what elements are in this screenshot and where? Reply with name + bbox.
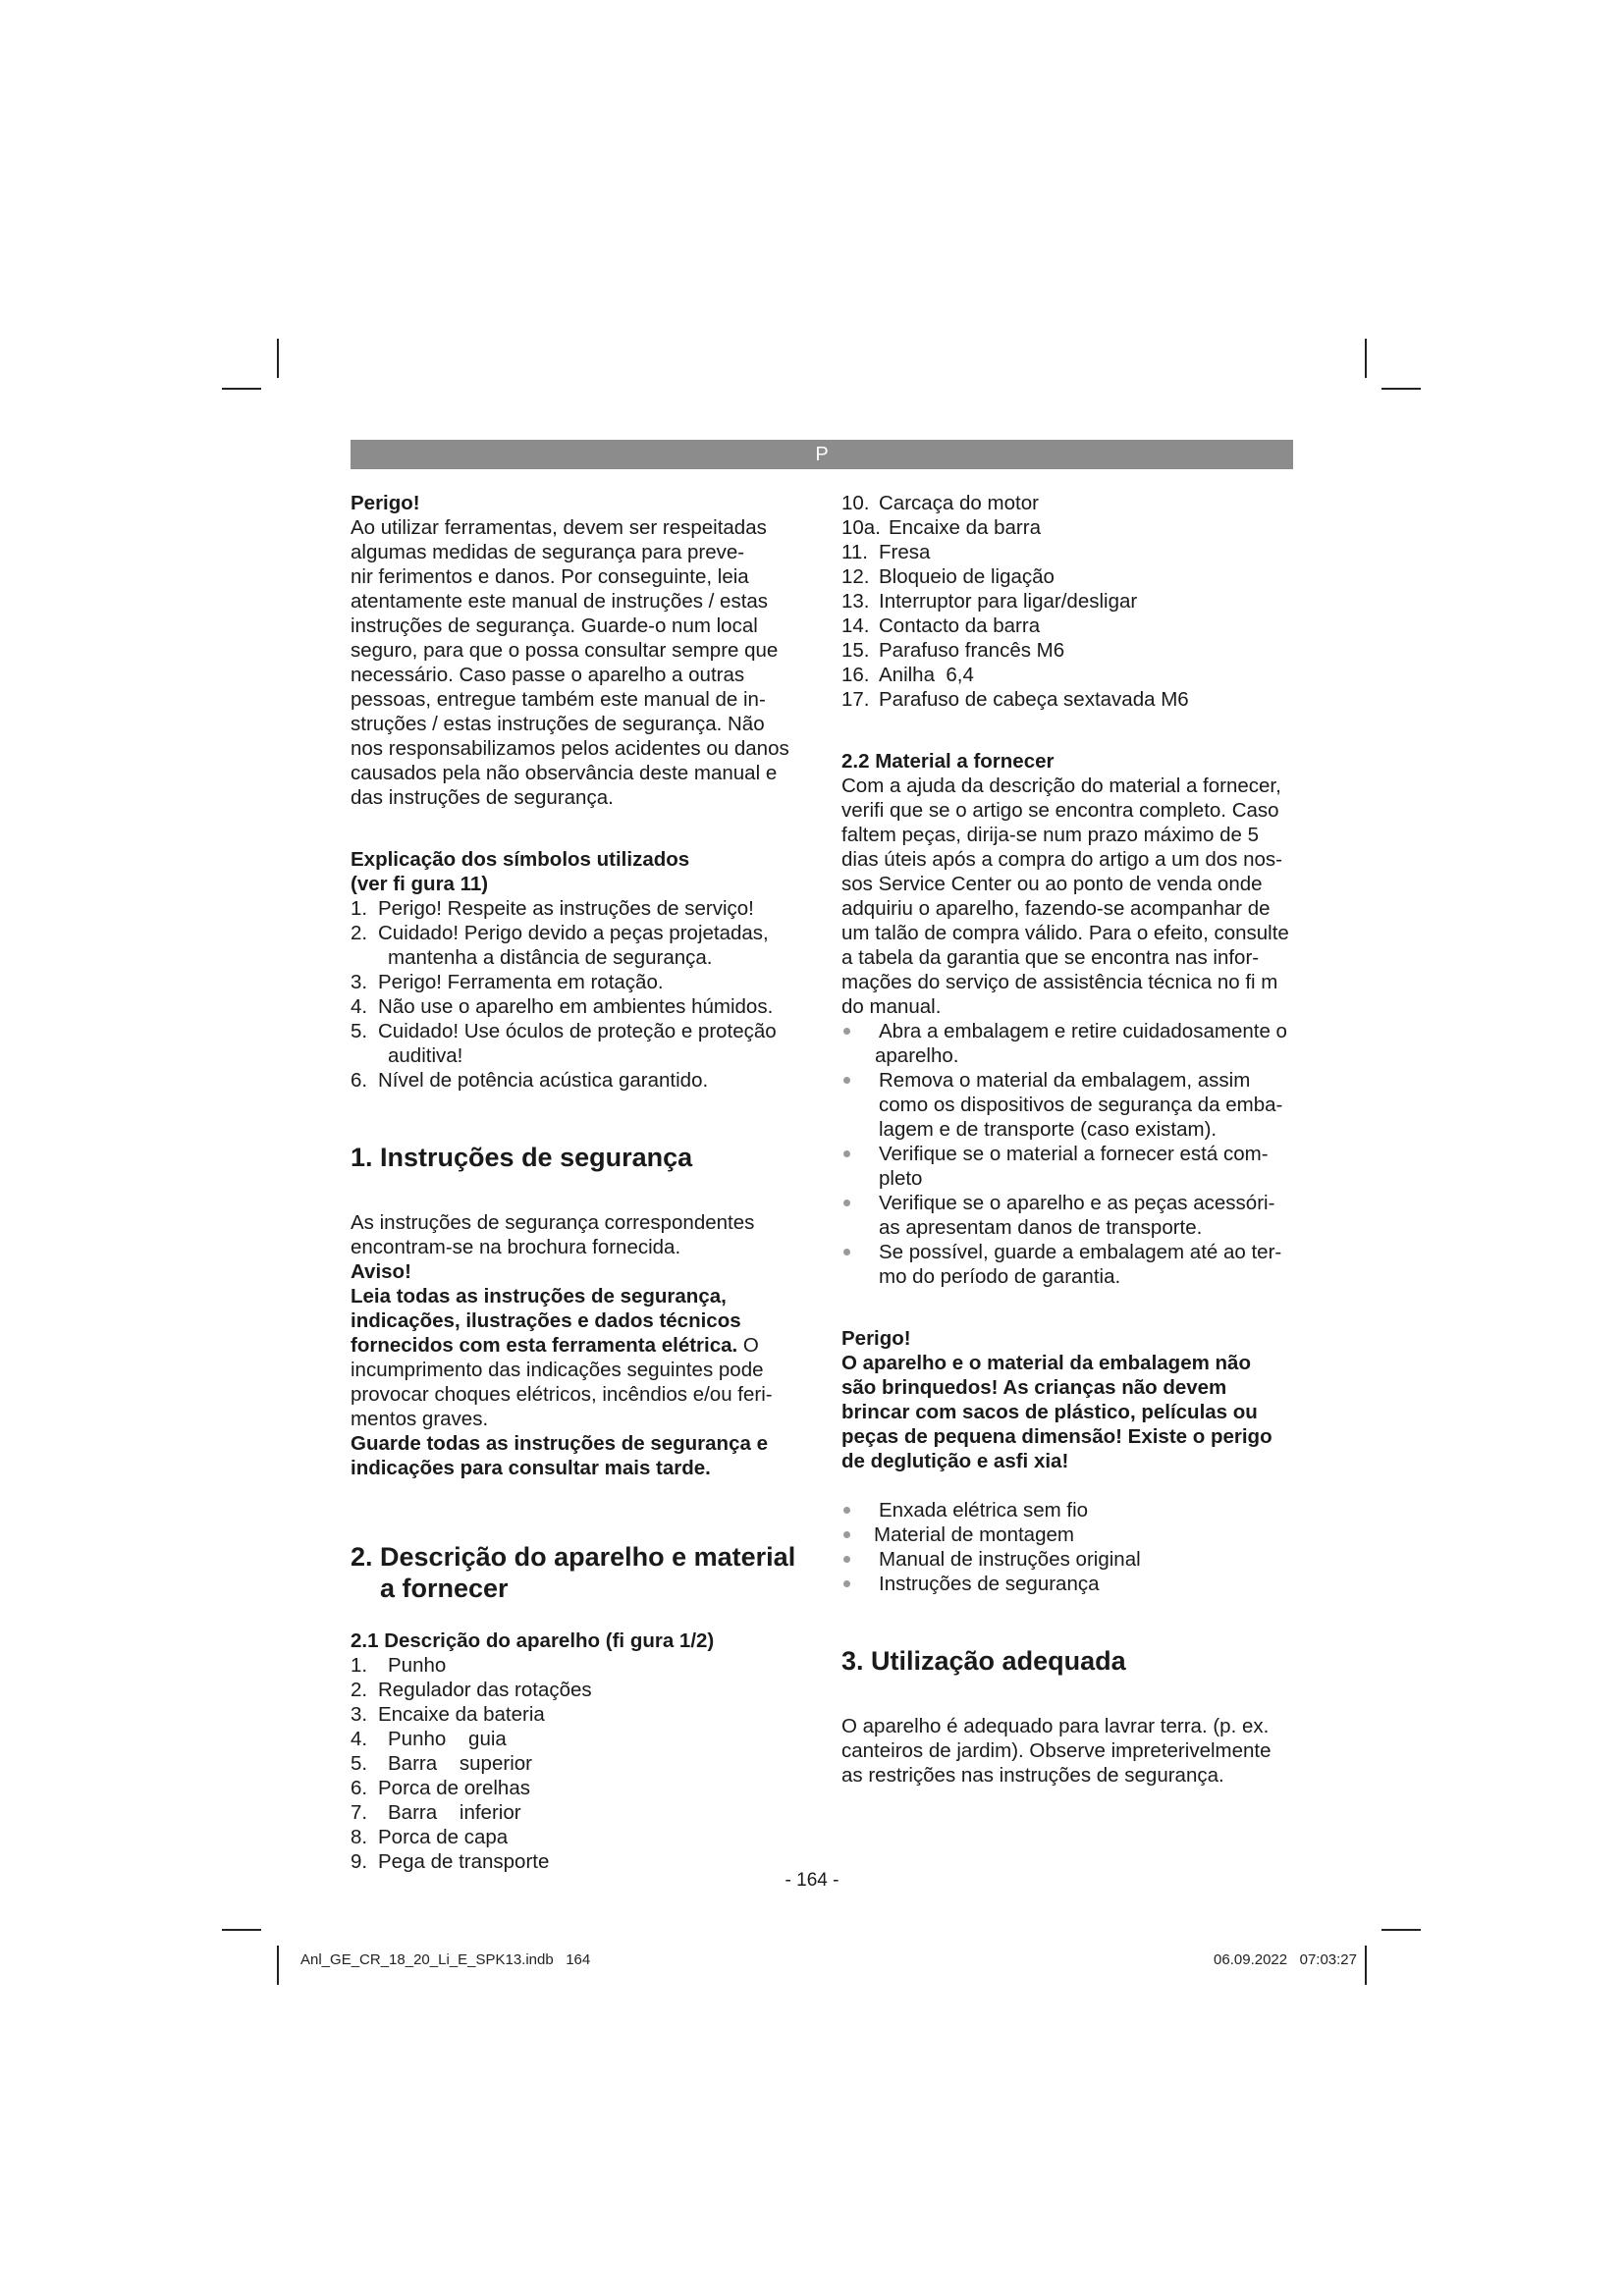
list-text: Pega de transporte: [378, 1850, 550, 1873]
text-line: atentamente este manual de instruções / estas: [351, 590, 769, 613]
text-line: faltem peças, dirija-se num prazo máximo de 5: [841, 824, 1259, 846]
right-column: [841, 491, 1295, 1788]
list-text: lagem e de transporte (caso existam).: [879, 1118, 1218, 1141]
list-text: Material de montagem: [874, 1523, 1074, 1546]
supplied-items-list: [841, 1498, 1295, 1596]
warning-text: indicações, ilustrações e dados técnicos: [351, 1309, 741, 1332]
list-item: [841, 614, 1295, 638]
warning-text: Leia todas as instruções de segurança,: [351, 1285, 727, 1308]
symbols-title-ref: (ver fi gura 11): [351, 873, 489, 895]
left-column: [351, 491, 804, 1874]
list-number: 16.: [841, 664, 870, 686]
text-line: algumas medidas de segurança para preve-: [351, 541, 745, 563]
list-item: [841, 491, 1295, 515]
text-line: O: [737, 1334, 759, 1357]
bullet-icon: [843, 1531, 850, 1538]
list-item: [841, 589, 1295, 614]
text-line: de deglutição e asfi xia!: [841, 1450, 1069, 1472]
list-item: [351, 921, 804, 970]
text-line: brincar com sacos de plástico, películas ou: [841, 1401, 1258, 1423]
list-item: [351, 1653, 804, 1678]
list-text: aparelho.: [875, 1044, 959, 1067]
list-item: [351, 896, 804, 921]
list-number: 6.: [351, 1069, 368, 1092]
section-2-1-title: 2.1 Descrição do aparelho (fi gura 1/2): [351, 1629, 715, 1652]
list-text: Instruções de segurança: [879, 1573, 1100, 1595]
list-number: 4.: [351, 995, 368, 1018]
bullet-icon: [843, 1077, 850, 1084]
list-item: [841, 1498, 1295, 1522]
list-text: Punho guia: [388, 1728, 507, 1750]
list-number: 11.: [841, 541, 868, 563]
list-number: 5.: [351, 1020, 368, 1042]
supply-paragraph: [841, 774, 1295, 1019]
list-item: [351, 1751, 804, 1776]
file-name: Anl_GE_CR_18_20_Li_E_SPK13.indb 164: [300, 1951, 591, 1968]
keep-instructions-text: indicações para consultar mais tarde.: [351, 1457, 711, 1479]
section-2-2-title: 2.2 Material a fornecer: [841, 750, 1055, 773]
section-1-title: 1. Instruções de segurança: [351, 1143, 693, 1172]
list-text: Fresa: [879, 541, 931, 563]
page-number: - 164 -: [785, 1870, 839, 1891]
text-line: um talão de compra válido. Para o efeito, consulte: [841, 922, 1289, 944]
danger-2-title: Perigo!: [841, 1327, 911, 1350]
text-line: incumprimento das indicações seguintes pode: [351, 1359, 764, 1381]
list-text: Se possível, guarde a embalagem até ao ter-: [879, 1241, 1282, 1263]
list-item: [351, 1019, 804, 1068]
danger-paragraph: [351, 515, 804, 810]
list-number: 6.: [351, 1777, 368, 1799]
bullet-icon: [843, 1028, 850, 1035]
list-item: [841, 1572, 1295, 1596]
text-line: mentos graves.: [351, 1408, 489, 1430]
list-number: 8.: [351, 1826, 368, 1848]
list-text: Enxada elétrica sem fio: [879, 1499, 1089, 1522]
list-text: Anilha 6,4: [879, 664, 974, 686]
list-item: [841, 1142, 1295, 1191]
list-number: 14.: [841, 614, 870, 637]
text-line: Ao utilizar ferramentas, devem ser respeitadas: [351, 516, 767, 539]
list-item: [351, 1678, 804, 1702]
list-item: [351, 1727, 804, 1751]
text-line: O aparelho e o material da embalagem não: [841, 1352, 1251, 1374]
list-item: [841, 1068, 1295, 1142]
list-number: 13.: [841, 590, 870, 613]
list-text: Manual de instruções original: [879, 1548, 1141, 1571]
bullet-icon: [843, 1556, 850, 1563]
list-number: 17.: [841, 688, 870, 711]
list-number: 3.: [351, 971, 368, 993]
list-number: 1.: [351, 1654, 368, 1677]
list-text: as apresentam danos de transporte.: [879, 1216, 1203, 1239]
text-line: causados pela não observância deste manual e: [351, 762, 778, 784]
list-text: Perigo! Ferramenta em rotação.: [378, 971, 664, 993]
list-item: [841, 564, 1295, 589]
list-text: Encaixe da barra: [889, 516, 1041, 539]
text-line: nir ferimentos e danos. Por conseguinte, leia: [351, 565, 749, 588]
text-line: canteiros de jardim). Observe impreterivelmente: [841, 1739, 1272, 1762]
list-text: Carcaça do motor: [879, 492, 1039, 514]
list-number: 10a.: [841, 516, 881, 539]
list-text: mantenha a distância de segurança.: [388, 946, 713, 969]
text-line: adquiriu o aparelho, fazendo-se acompanhar de: [841, 897, 1271, 920]
danger-title: Perigo!: [351, 492, 420, 514]
list-number: 5.: [351, 1752, 368, 1775]
list-number: 9.: [351, 1850, 368, 1873]
list-text: Verifique se o aparelho e as peças acessóri-: [879, 1192, 1275, 1214]
text-line: provocar choques elétricos, incêndios e/ou feri-: [351, 1383, 773, 1406]
symbols-title: Explicação dos símbolos utilizados: [351, 848, 690, 871]
symbols-list: [351, 896, 804, 1093]
bullet-icon: [843, 1200, 850, 1206]
language-header-bar: [351, 440, 1293, 469]
list-text: como os dispositivos de segurança da emba-: [879, 1094, 1283, 1116]
list-number: 7.: [351, 1801, 368, 1824]
list-text: Não use o aparelho em ambientes húmidos.: [378, 995, 774, 1018]
crop-mark: [1381, 1929, 1421, 1931]
list-item: [841, 638, 1295, 663]
list-text: pleto: [879, 1167, 923, 1190]
warning-text: fornecidos com esta ferramenta elétrica.: [351, 1334, 738, 1357]
list-text: Parafuso francês M6: [879, 639, 1065, 662]
list-text: Cuidado! Perigo devido a peças projetadas,: [378, 922, 769, 944]
danger-2-paragraph: [841, 1351, 1295, 1473]
crop-mark: [277, 339, 279, 378]
text-line: instruções de segurança. Guarde-o num local: [351, 614, 758, 637]
list-item: [841, 1019, 1295, 1068]
list-number: 10.: [841, 492, 870, 514]
list-number: 15.: [841, 639, 870, 662]
list-text: Regulador das rotações: [378, 1679, 592, 1701]
unpacking-steps-list: [841, 1019, 1295, 1289]
list-text: Perigo! Respeite as instruções de serviço!: [378, 897, 754, 920]
text-line: necessário. Caso passe o aparelho a outras: [351, 664, 745, 686]
text-line: sos Service Center ou ao ponto de venda onde: [841, 873, 1263, 895]
text-line: do manual.: [841, 995, 942, 1018]
text-line: verifi que se o artigo se encontra completo. Caso: [841, 799, 1279, 822]
list-item: [351, 1068, 804, 1093]
list-item: [841, 687, 1295, 712]
list-item: [351, 1776, 804, 1800]
text-line: mações do serviço de assistência técnica no fi m: [841, 971, 1278, 993]
list-text: Porca de orelhas: [378, 1777, 530, 1799]
crop-mark: [1365, 339, 1367, 378]
list-number: 4.: [351, 1728, 368, 1750]
list-item: [351, 970, 804, 994]
list-text: Encaixe da bateria: [378, 1703, 545, 1726]
list-text: auditiva!: [388, 1044, 463, 1067]
text-line: O aparelho é adequado para lavrar terra. (p. ex.: [841, 1715, 1270, 1737]
keep-instructions-text: Guarde todas as instruções de segurança e: [351, 1432, 768, 1455]
crop-mark: [1365, 1946, 1367, 1985]
text-line: peças de pequena dimensão! Existe o perigo: [841, 1425, 1272, 1448]
section-2-title-cont: a fornecer: [380, 1574, 509, 1603]
list-number: 1.: [351, 897, 368, 920]
print-date: 06.09.2022 07:03:27: [1214, 1951, 1357, 1968]
list-number: 2.: [351, 922, 368, 944]
list-item: [841, 1191, 1295, 1240]
language-code: P: [815, 444, 829, 465]
list-text: Porca de capa: [378, 1826, 509, 1848]
list-number: 3.: [351, 1703, 368, 1726]
text-line: As instruções de segurança correspondentes: [351, 1211, 755, 1234]
section-2-title: 2. Descrição do aparelho e material: [351, 1542, 796, 1572]
text-line: Com a ajuda da descrição do material a fornecer,: [841, 774, 1281, 797]
crop-mark: [222, 1929, 261, 1931]
bullet-icon: [843, 1249, 850, 1255]
list-text: Abra a embalagem e retire cuidadosamente o: [879, 1020, 1287, 1042]
list-item: [841, 515, 1295, 540]
list-item: [351, 1702, 804, 1727]
list-item: [351, 1800, 804, 1825]
text-line: a tabela da garantia que se encontra nas infor-: [841, 946, 1260, 969]
list-text: Remova o material da embalagem, assim: [879, 1069, 1251, 1092]
list-number: 2.: [351, 1679, 368, 1701]
list-item: [351, 994, 804, 1019]
list-text: Contacto da barra: [879, 614, 1041, 637]
list-text: Nível de potência acústica garantido.: [378, 1069, 709, 1092]
text-line: pessoas, entregue também este manual de in-: [351, 688, 766, 711]
warning-title: Aviso!: [351, 1260, 411, 1283]
bullet-icon: [843, 1507, 850, 1514]
list-text: Interruptor para ligar/desligar: [879, 590, 1138, 613]
text-line: dias úteis após a compra do artigo a um dos nos-: [841, 848, 1282, 871]
list-text: Verifique se o material a fornecer está com-: [879, 1143, 1269, 1165]
list-text: Punho: [388, 1654, 447, 1677]
text-line: são brinquedos! As crianças não devem: [841, 1376, 1227, 1399]
crop-mark: [222, 388, 261, 390]
text-line: seguro, para que o possa consultar sempre que: [351, 639, 779, 662]
list-text: Parafuso de cabeça sextavada M6: [879, 688, 1189, 711]
text-line: struções / estas instruções de segurança. Não: [351, 713, 765, 735]
list-item: [841, 540, 1295, 564]
list-text: mo do período de garantia.: [879, 1265, 1121, 1288]
list-text: Barra inferior: [388, 1801, 521, 1824]
text-line: nos responsabilizamos pelos acidentes ou danos: [351, 737, 789, 760]
text-line: encontram-se na brochura fornecida.: [351, 1236, 681, 1258]
text-line: das instruções de segurança.: [351, 786, 614, 809]
list-number: 12.: [841, 565, 870, 588]
list-text: Barra superior: [388, 1752, 532, 1775]
list-item: [841, 1547, 1295, 1572]
list-text: Bloqueio de ligação: [879, 565, 1055, 588]
list-item: [351, 1825, 804, 1849]
crop-mark: [1381, 388, 1421, 390]
parts-list: [351, 1653, 804, 1874]
bullet-icon: [843, 1580, 850, 1587]
text-line: as restrições nas instruções de segurança.: [841, 1764, 1224, 1787]
list-item: [841, 663, 1295, 687]
parts-list-continued: [841, 491, 1295, 712]
crop-mark: [277, 1946, 279, 1985]
bullet-icon: [843, 1150, 850, 1157]
list-item: [841, 1240, 1295, 1289]
list-item: [841, 1522, 1295, 1547]
section-3-title: 3. Utilização adequada: [841, 1646, 1126, 1676]
list-text: Cuidado! Use óculos de proteção e proteção: [378, 1020, 777, 1042]
